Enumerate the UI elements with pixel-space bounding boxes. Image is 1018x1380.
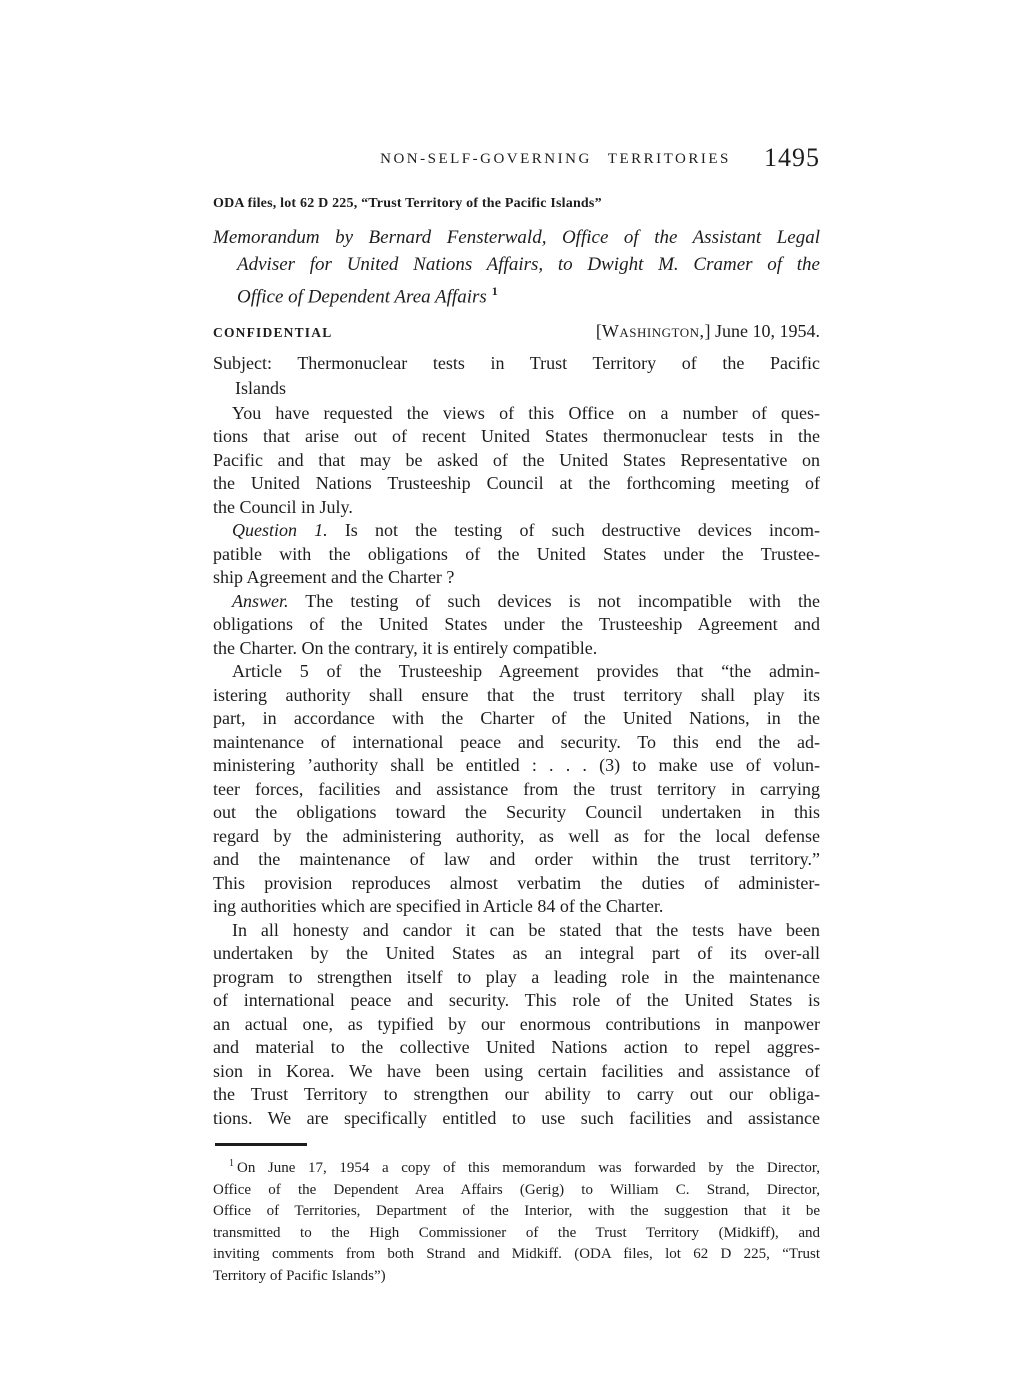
text-line: Answer. The testing of such devices is not incompatible with the — [232, 590, 820, 611]
text-line: out the obligations toward the Security Council undertaken in this — [213, 802, 820, 823]
paragraph — [213, 590, 820, 661]
memo-title-line-3-text: Office of Dependent Area Affairs — [237, 286, 487, 308]
text-line: of international peace and security. This role of the United States is — [213, 990, 820, 1011]
text-line: tions that arise out of recent United States thermonuclear tests in the — [213, 426, 820, 447]
text-line: regard by the administering authority, as well as for the local defense — [213, 825, 820, 846]
dateline — [213, 321, 820, 342]
footnote-line: $^1$ On June 17, 1954 a copy of this memorandum was forwarded by the Director, — [229, 1158, 820, 1177]
paragraph-lead: Question 1. — [232, 520, 328, 541]
text-line: istering authority shall ensure that the trust territory shall play its — [213, 684, 820, 705]
paragraph — [213, 519, 820, 590]
footnote — [213, 1153, 820, 1287]
footnote-line: Office of the Dependent Area Affairs (Gerig) to William C. Strand, Director, — [213, 1181, 820, 1198]
paragraph — [213, 919, 820, 1131]
text-line: ship Agreement and the Charter ? — [213, 567, 455, 588]
text-line: undertaken by the United States as an integral part of its over-all — [213, 943, 820, 964]
text-line: the Council in July. — [213, 496, 353, 517]
footnote-reference: 1 — [491, 284, 498, 298]
text-line: an actual one, as typified by our enormous contributions in manpower — [213, 1013, 820, 1034]
paragraph — [213, 660, 820, 919]
text-line: Pacific and that may be asked of the United States Representative on — [213, 449, 820, 470]
text-line: patible with the obligations of the United States under the Trustee- — [213, 543, 820, 564]
text-line: Question 1. Is not the testing of such destructive devices incom- — [232, 520, 820, 541]
text-line: the Charter. On the contrary, it is entirely compatible. — [213, 637, 598, 658]
text-line: the Trust Territory to strengthen our ability to carry out our obliga- — [213, 1084, 820, 1105]
text-line: obligations of the United States under the Trusteeship Agreement and — [213, 614, 820, 635]
running-head — [213, 143, 820, 177]
open-bracket: [ — [595, 320, 602, 341]
text-line: Article 5 of the Trusteeship Agreement provides that “the admin- — [232, 661, 820, 682]
text-line: maintenance of international peace and security. To this end the ad- — [213, 731, 820, 752]
paragraph — [213, 402, 820, 520]
place-and-date — [596, 321, 820, 342]
text-line: and material to the collective United Nations action to repel aggres- — [213, 1037, 820, 1058]
text-line: program to strengthen itself to play a leading role in the maintenance — [213, 966, 820, 987]
memo-title-line-1: Memorandum by Bernard Fensterwald, Office of the Assistant Legal — [213, 227, 820, 248]
footnote-divider — [215, 1143, 307, 1146]
paragraph-lead: Answer. — [232, 590, 289, 611]
memo-title-line-3 — [213, 278, 820, 311]
memo-title-line-2: Adviser for United Nations Affairs, to Dwight M. Cramer of the — [237, 253, 820, 275]
text-line: In all honesty and candor it can be stated that the tests have been — [232, 919, 820, 940]
page-number: 1495 — [764, 143, 820, 172]
footnote-marker: 1 — [229, 1158, 234, 1170]
footnote-line: inviting comments from both Strand and Midkiff. (ODA files, lot 62 D 225, “Trust — [213, 1246, 820, 1263]
subject-carry-line: Islands — [235, 377, 286, 398]
subject-label: Subject: — [213, 352, 272, 373]
subject-line — [213, 351, 820, 376]
text-line: You have requested the views of this Office on a number of ques- — [232, 402, 820, 423]
subject-block — [213, 351, 820, 401]
text-line: sion in Korea. We have been using certain facilities and assistance of — [213, 1060, 820, 1081]
text-line: teer forces, facilities and assistance from the trust territory in carrying — [213, 778, 820, 799]
text-line: ing authorities which are specified in Article 84 of the Charter. — [213, 896, 664, 917]
close-bracket: ] — [704, 320, 711, 341]
classification-label: CONFIDENTIAL — [213, 324, 333, 340]
source-note: ODA files, lot 62 D 225, “Trust Territory of the Pacific Islands” — [213, 196, 602, 211]
footnote-line: Office of Territories, Department of the Interior, with the suggestion that it be — [213, 1203, 820, 1220]
memo-body — [213, 402, 820, 1131]
date-text: June 10, 1954. — [715, 320, 820, 341]
footnote-line: Territory of Pacific Islands”) — [213, 1267, 386, 1284]
text-line: ministering ’authority shall be entitled : . . . (3) to make use of volun- — [213, 755, 820, 776]
text-line: and the maintenance of law and order within the trust territory.” — [213, 849, 820, 870]
text-line: This provision reproduces almost verbatim the duties of administer- — [213, 872, 820, 893]
running-head-title: NON-SELF-GOVERNING TERRITORIES — [380, 151, 731, 167]
subject-text: Thermonuclear tests in Trust Territory of the Pacific — [297, 352, 821, 373]
text-line: the United Nations Trusteeship Council at the forthcoming meeting of — [213, 473, 820, 494]
memo-title — [213, 225, 820, 311]
footnote-line: transmitted to the High Commissioner of the Trust Territory (Midkiff), and — [213, 1224, 820, 1241]
text-line: part, in accordance with the Charter of the United Nations, in the — [213, 708, 820, 729]
text-line: tions. We are specifically entitled to use such facilities and assistance — [213, 1107, 820, 1128]
place-name: Washington, — [601, 320, 705, 341]
